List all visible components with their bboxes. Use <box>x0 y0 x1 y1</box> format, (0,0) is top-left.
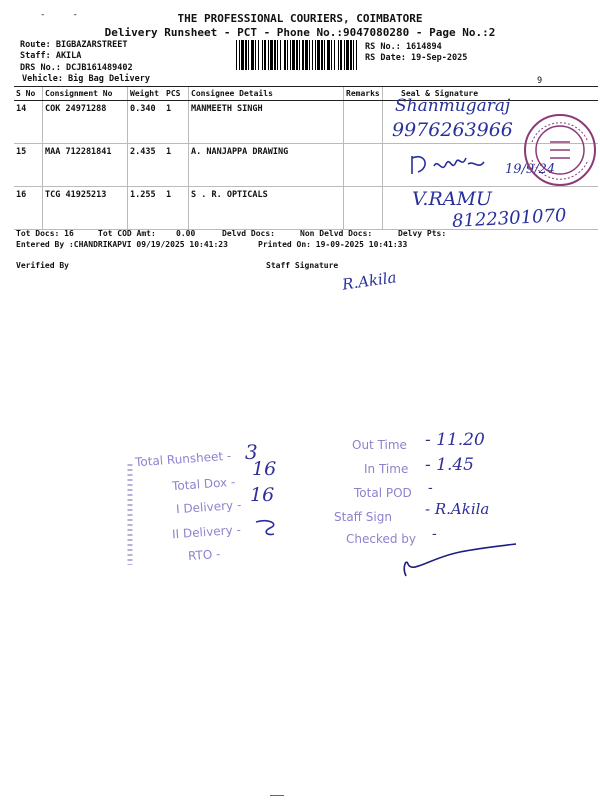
cell-remarks <box>344 144 383 187</box>
stamp-value-out-time: - 11.20 <box>425 430 485 450</box>
stamp-value-in-time: - 1.45 <box>425 455 474 475</box>
stamp-value-i-delivery: 16 <box>250 484 275 506</box>
tot-docs: Tot Docs: 16 <box>16 229 74 238</box>
staff-signature-label: Staff Signature <box>266 261 339 270</box>
cell-sno: 14 <box>14 101 43 144</box>
cell-weight: 2.435 <box>128 144 165 187</box>
cell-weight: 1.255 <box>128 187 165 230</box>
cell-sno: 16 <box>14 187 43 230</box>
cell-pcs: 1 <box>164 144 189 187</box>
cell-consignment: MAA 712281841 <box>43 144 128 187</box>
non-delvd-docs: Non Delvd Docs: <box>300 229 373 238</box>
stamp-out-time: Out Time <box>352 438 407 452</box>
stamp-ii-delivery: II Delivery - <box>171 522 242 542</box>
handwritten-date-row15: 19/9/24 <box>505 162 556 177</box>
stamp-value-pod: - <box>428 480 433 496</box>
stamp-i-delivery: I Delivery - <box>175 497 242 517</box>
col-weight: Weight <box>128 87 165 101</box>
tot-cod-label: Tot COD Amt: <box>98 229 156 238</box>
cell-sno: 15 <box>14 144 43 187</box>
cell-consignment: TCG 41925213 <box>43 187 128 230</box>
stamp-checked-by: Checked by <box>346 532 417 546</box>
cell-consignee: MANMEETH SINGH <box>189 101 344 144</box>
verified-by: Verified By <box>16 261 69 270</box>
cell-remarks <box>344 187 383 230</box>
stamp-value-dox: 16 <box>252 458 277 480</box>
handwritten-phone-row14: 9976263966 <box>392 119 513 141</box>
rs-number: RS No.: 1614894 <box>365 42 442 52</box>
col-consignment: Consignment No <box>43 87 128 101</box>
stamp-value-staff-sign: - R.Akila <box>425 500 490 518</box>
stamp-rto: RTO - <box>187 546 221 564</box>
handwritten-phone-row16: 8122301070 <box>451 205 568 232</box>
delvd-docs: Delvd Docs: <box>222 229 275 238</box>
cell-consignee: S . R. OPTICALS <box>189 187 344 230</box>
cell-pcs: 1 <box>164 101 189 144</box>
handwritten-name-row14: Shanmugaraj <box>395 96 511 116</box>
stamp-value-checked-by: - <box>432 526 437 542</box>
stamp-in-time: In Time <box>364 462 409 476</box>
rs-date: RS Date: 19-Sep-2025 <box>365 53 468 63</box>
staff-handwritten-signature: R.Akila <box>341 268 398 294</box>
delvy-pts: Delvy Pts: <box>398 229 447 238</box>
tot-cod-value: 0.00 <box>176 229 196 238</box>
col-pcs: PCS <box>164 87 189 101</box>
checked-by-signature <box>400 540 520 580</box>
col-sno: S No <box>14 87 43 101</box>
stamp-staff-sign: Staff Sign <box>334 510 392 524</box>
vehicle: Vehicle: Big Bag Delivery <box>22 74 150 84</box>
cell-remarks <box>344 101 383 144</box>
route: Route: BIGBAZARSTREET <box>20 40 128 50</box>
cell-consignee: A. NANJAPPA DRAWING <box>189 144 344 187</box>
drs-number: DRS No.: DCJB161489402 <box>20 63 133 73</box>
barcode <box>236 40 360 70</box>
company-name: THE PROFESSIONAL COURIERS, COIMBATORE <box>177 12 423 25</box>
corner-mark: 9 <box>537 76 543 86</box>
staff: Staff: AKILA <box>20 51 82 61</box>
stamp-scribble-ii <box>254 518 280 538</box>
handwritten-name-row16: V.RAMU <box>412 188 492 210</box>
cell-pcs: 1 <box>164 187 189 230</box>
col-remarks: Remarks <box>344 87 383 101</box>
col-consignee: Consignee Details <box>189 87 344 101</box>
cell-weight: 0.340 <box>128 101 165 144</box>
col-seal: Seal & Signature <box>383 87 599 101</box>
stamp-total-pod: Total POD <box>354 486 412 500</box>
stamp-value-runsheet: 3 <box>245 440 258 464</box>
stamp-total-runsheet: Total Runsheet - <box>134 448 232 470</box>
top-marks: - - <box>40 10 78 20</box>
cell-consignment: COK 24971288 <box>43 101 128 144</box>
table-header-row <box>14 87 598 101</box>
stamp-total-dox: Total Dox - <box>171 474 236 494</box>
bottom-mark <box>270 795 284 796</box>
handwritten-signature-row15 <box>408 150 498 180</box>
entered-by: Entered By :CHANDRIKAPVI 09/19/2025 10:41:23 <box>16 240 228 249</box>
company-seal-icon <box>522 112 598 188</box>
stamp-border-dots <box>122 462 142 567</box>
runsheet-title: Delivery Runsheet - PCT - Phone No.:9047080280 - Page No.:2 <box>104 26 496 39</box>
printed-on: Printed On: 19-09-2025 10:41:33 <box>258 240 408 249</box>
